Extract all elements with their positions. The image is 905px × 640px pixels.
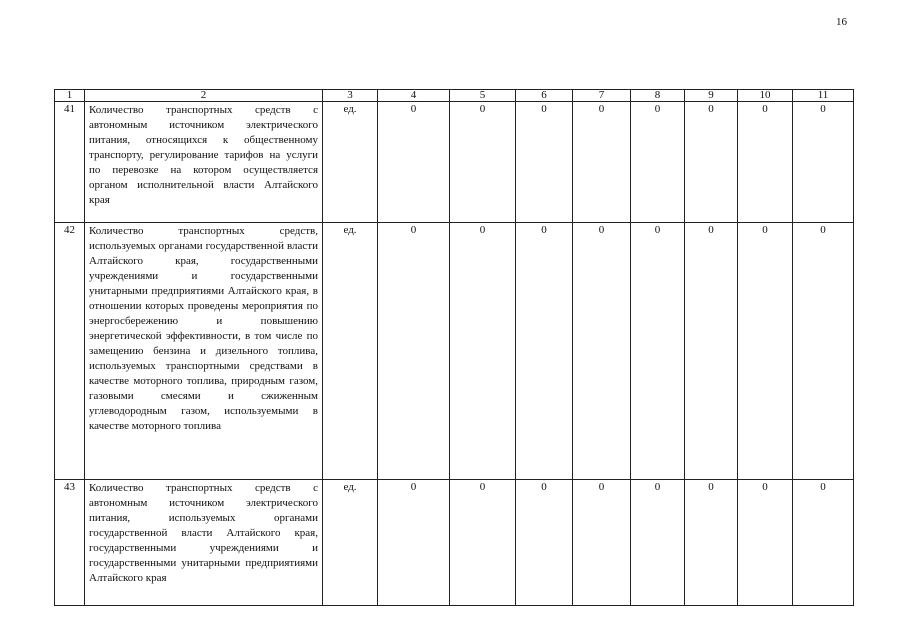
column-header: 8: [631, 90, 685, 102]
row-value: 0: [793, 102, 854, 223]
row-value: 0: [573, 480, 631, 606]
row-value: 0: [631, 223, 685, 480]
column-header: 3: [323, 90, 378, 102]
row-number: 41: [55, 102, 85, 223]
column-header: 1: [55, 90, 85, 102]
row-value: 0: [631, 480, 685, 606]
row-value: 0: [573, 102, 631, 223]
column-header: 11: [793, 90, 854, 102]
column-header: 9: [685, 90, 738, 102]
table-row: [55, 102, 854, 223]
table-row: [55, 480, 854, 606]
column-header: 4: [378, 90, 450, 102]
row-description: Количество транспортных средств с автономным источником электрического питания, используемых органами государственной власти Алтайского края, государственными учреждениями и государственными унитарными предприятиями Алтайского края: [85, 480, 323, 606]
row-description: Количество транспортных средств, используемых органами государственной власти Алтайского края, государственными учреждениями и государственными унитарными предприятиями Алтайского края, в отношении которых проведены мероприятия по энергосбережению и повышению энергетической эффективности, в том числе по замещению бензина и дизельного топлива, используемых транспортными средствами в качестве моторного топлива, природным газом, газовыми смесями и сжиженным углеводородным газом, используемыми в качестве моторного топлива: [85, 223, 323, 480]
row-number: 42: [55, 223, 85, 480]
row-unit: ед.: [323, 102, 378, 223]
column-header: 5: [450, 90, 516, 102]
row-value: 0: [516, 223, 573, 480]
row-value: 0: [685, 480, 738, 606]
row-description: Количество транспортных средств с автономным источником электрического питания, относящихся к общественному транспорту, регулирование тарифов на услуги по перевозке на котором осуществляется органом исполнительной власти Алтайского края: [85, 102, 323, 223]
row-value: 0: [631, 102, 685, 223]
row-value: 0: [793, 223, 854, 480]
row-value: 0: [516, 102, 573, 223]
row-value: 0: [685, 102, 738, 223]
row-value: 0: [573, 223, 631, 480]
column-header: 2: [85, 90, 323, 102]
row-value: 0: [378, 102, 450, 223]
row-value: 0: [378, 480, 450, 606]
header-row: [55, 90, 854, 102]
row-value: 0: [685, 223, 738, 480]
table-row: [55, 223, 854, 480]
row-value: 0: [738, 480, 793, 606]
row-value: 0: [516, 480, 573, 606]
row-unit: ед.: [323, 480, 378, 606]
row-value: 0: [738, 102, 793, 223]
data-table: [54, 89, 854, 606]
row-unit: ед.: [323, 223, 378, 480]
row-value: 0: [378, 223, 450, 480]
column-header: 6: [516, 90, 573, 102]
row-value: 0: [450, 223, 516, 480]
page-number: 16: [836, 16, 847, 28]
row-value: 0: [793, 480, 854, 606]
row-number: 43: [55, 480, 85, 606]
column-header: 7: [573, 90, 631, 102]
column-header: 10: [738, 90, 793, 102]
row-value: 0: [450, 480, 516, 606]
row-value: 0: [450, 102, 516, 223]
row-value: 0: [738, 223, 793, 480]
